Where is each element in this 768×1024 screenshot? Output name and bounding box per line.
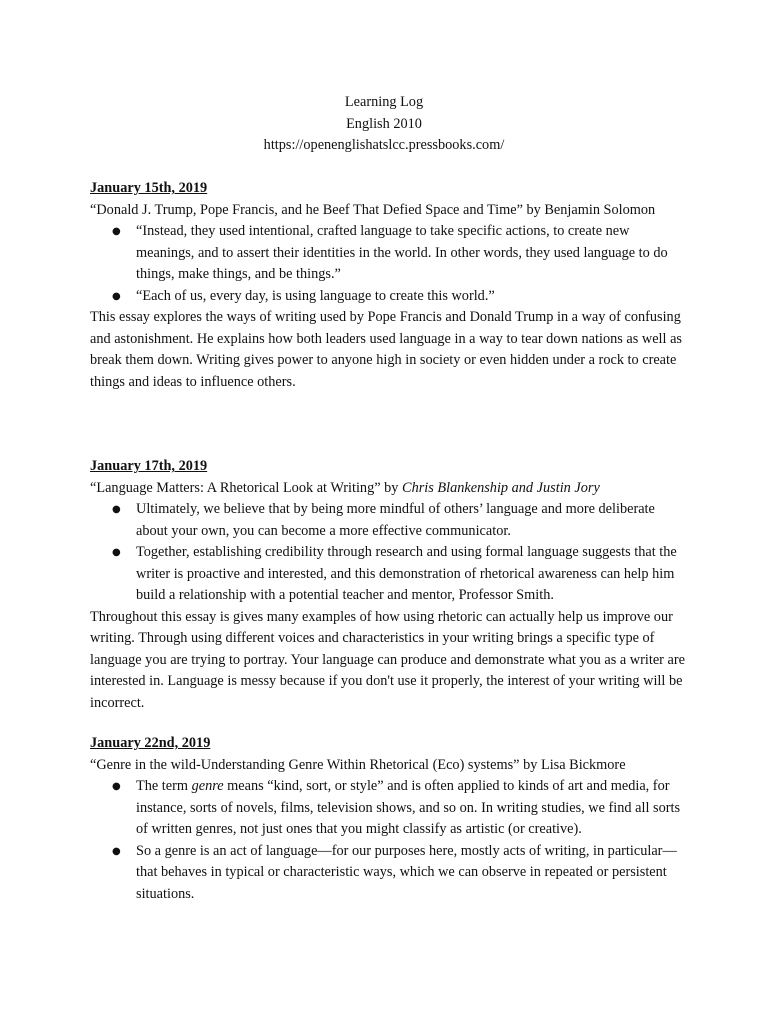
bullet-icon: ● <box>112 547 121 558</box>
source-title: “Language Matters: A Rhetorical Look at Writing” by <box>90 479 403 496</box>
quote-list <box>90 499 690 607</box>
log-entry <box>90 733 690 905</box>
quote-text-before: The term <box>136 778 192 794</box>
quote-item <box>90 776 690 841</box>
quote-emphasis: genre <box>191 778 224 794</box>
entry-date: January 22nd, 2019 <box>90 735 211 751</box>
quote-text <box>136 778 680 837</box>
document-title: Learning Log <box>344 94 424 110</box>
quote-item <box>90 499 690 542</box>
entry-date: January 15th, 2019 <box>90 180 208 196</box>
log-entry <box>90 456 690 714</box>
entry-source <box>90 478 690 500</box>
quote-text: “Instead, they used intentional, crafted language to take specific actions, to create new meanings, and to assert their identities in the world. In other words, they used language to do things, make things, and be things.” <box>136 223 668 282</box>
course-url: https://openenglishatslcc.pressbooks.com/ <box>263 137 505 153</box>
quote-text: So a genre is an act of language—for our purposes here, mostly acts of writing, in particular—that behaves in typical or characteristic ways, which we can observe in repeated or persistent situations. <box>136 842 677 902</box>
quote-text: “Each of us, every day, is using language to create this world.” <box>136 287 495 304</box>
entry-date: January 17th, 2019 <box>90 458 208 474</box>
quote-text: Ultimately, we believe that by being more mindful of others’ language and more deliberate about your own, you can become a more effective communicator. <box>136 501 655 539</box>
bullet-icon: ● <box>112 781 121 792</box>
entry-source: “Genre in the wild-Understanding Genre Within Rhetorical (Eco) systems” by Lisa Bickmore <box>90 756 626 773</box>
entry-summary: Throughout this essay is gives many examples of how using rhetoric can actually help us improve our writing. Through using different voices and characteristics in your writing brings a specific type of language you are trying to portray. Your language can produce and demonstrate what you as a writer are interested in. Language is messy because if you don't use it properly, the interest of your writing will be incorrect. <box>90 608 685 711</box>
course-name: English 2010 <box>346 115 422 132</box>
document-header <box>0 92 768 157</box>
quote-list <box>90 221 690 307</box>
source-authors: Chris Blankenship and Justin Jory <box>402 479 600 496</box>
quote-item <box>90 841 690 906</box>
log-entry <box>90 178 690 393</box>
bullet-icon: ● <box>112 845 121 857</box>
quote-list <box>90 776 690 905</box>
bullet-icon: ● <box>112 226 121 237</box>
quote-item <box>90 221 690 286</box>
quote-item <box>90 542 690 607</box>
bullet-icon: ● <box>112 290 121 302</box>
quote-text-after: means “kind, sort, or style” and is often applied to kinds of art and media, for instance, sorts of novels, films, television shows, and so on. In writing studies, we find all sorts of written genres, not just ones that you might classify as artistic (or creative). <box>136 778 681 837</box>
quote-text: Together, establishing credibility through research and using formal language suggests that the writer is proactive and interested, and this demonstration of rhetorical awareness can help him build a relationship with a potential teacher and mentor, Professor Smith. <box>136 544 677 603</box>
bullet-icon: ● <box>112 504 121 515</box>
entry-summary: This essay explores the ways of writing used by Pope Francis and Donald Trump in a way of confusing and astonishment. He explains how both leaders used language in a way to tear down nations as well as break them down. Writing gives power to anyone high in society or even hidden under a rock to create things and ideas to influence others. <box>90 309 682 390</box>
quote-item <box>90 286 690 308</box>
entry-source: “Donald J. Trump, Pope Francis, and he Beef That Defied Space and Time” by Benjamin Solomon <box>90 201 656 218</box>
